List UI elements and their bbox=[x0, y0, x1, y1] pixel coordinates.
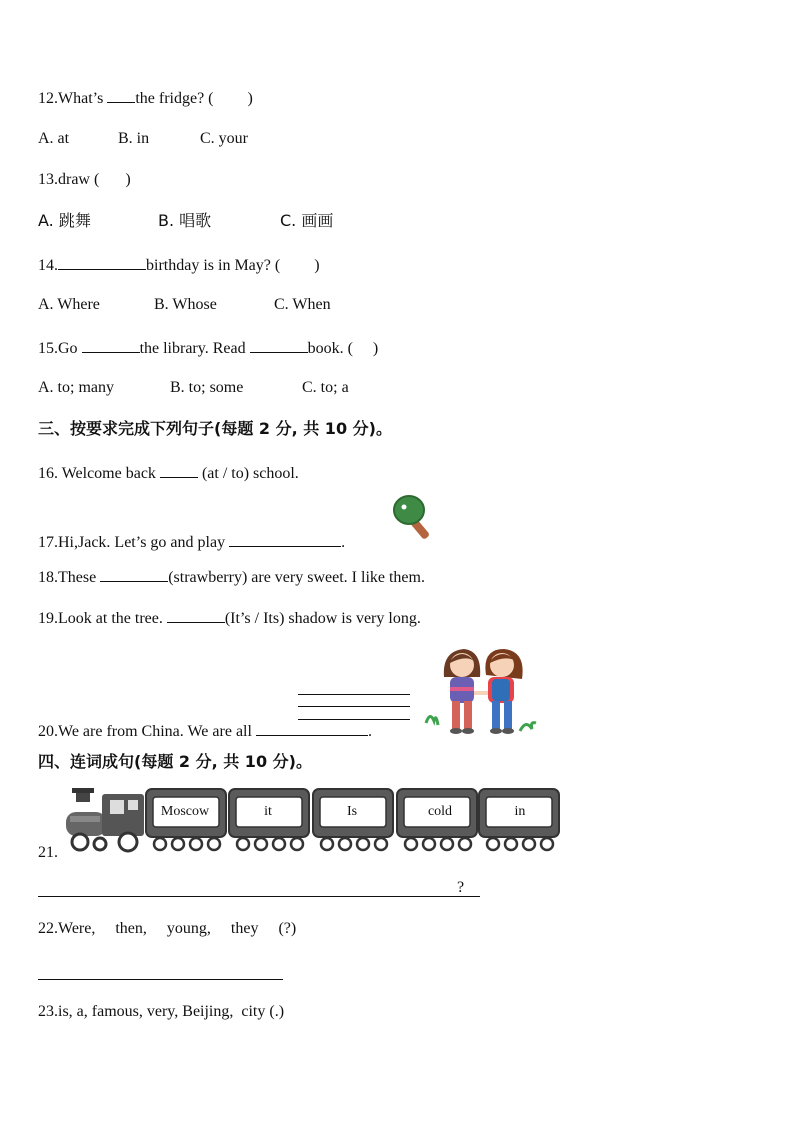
question-15 bbox=[38, 337, 378, 359]
q14-option-b[interactable]: B. Whose bbox=[154, 296, 217, 313]
question-12 bbox=[38, 87, 253, 109]
q21-answer-line[interactable] bbox=[38, 896, 480, 897]
q18-blank[interactable] bbox=[100, 566, 168, 582]
train-wheel bbox=[321, 838, 333, 850]
q14-close: ) bbox=[314, 257, 320, 274]
q21-question-mark: ? bbox=[457, 879, 465, 896]
q12-close: ) bbox=[247, 90, 253, 107]
train-wheel bbox=[505, 838, 517, 850]
question-19 bbox=[38, 607, 421, 629]
train-wheel bbox=[541, 838, 553, 850]
word-card-2[interactable]: it bbox=[264, 804, 272, 819]
q15-option-c[interactable]: C. to; a bbox=[302, 379, 349, 396]
train-wheel bbox=[339, 838, 351, 850]
q20-line-1 bbox=[298, 694, 410, 695]
section-3-heading: 三、按要求完成下列句子(每题 2 分, 共 10 分)。 bbox=[38, 419, 392, 438]
train-wheel bbox=[154, 838, 166, 850]
word-card-4[interactable]: cold bbox=[427, 804, 453, 819]
q13-options bbox=[38, 211, 333, 231]
train-engine bbox=[66, 788, 144, 851]
q20-text-a: 20.We are from China. We are all bbox=[38, 723, 256, 740]
q14-blank[interactable] bbox=[58, 254, 146, 270]
question-23: 23.is, a, famous, very, Beijing, city (.) bbox=[38, 1003, 285, 1020]
question-20 bbox=[38, 720, 372, 742]
question-13 bbox=[38, 170, 131, 190]
ping-pong-paddle-icon bbox=[390, 492, 440, 542]
q15-blank-1[interactable] bbox=[82, 337, 140, 353]
q14-text-b: birthday is in May? ( bbox=[146, 257, 281, 274]
q15-close: ) bbox=[372, 340, 379, 357]
train-wheel bbox=[441, 838, 453, 850]
q15-text-b: the library. Read bbox=[139, 340, 250, 357]
train-wheel bbox=[357, 838, 369, 850]
word-card-1[interactable]: Moscow bbox=[160, 804, 210, 819]
q13-close: ) bbox=[125, 171, 131, 188]
question-22: 22.Were, then, young, they (?) bbox=[38, 920, 297, 937]
q20-text-b: . bbox=[367, 723, 372, 740]
q20-blank[interactable] bbox=[256, 720, 368, 736]
q14-option-c[interactable]: C. When bbox=[274, 296, 331, 313]
train-wheel bbox=[459, 838, 471, 850]
q12-blank[interactable] bbox=[107, 87, 135, 103]
q20-line-2 bbox=[298, 706, 410, 707]
q13-text: 13.draw ( bbox=[38, 171, 100, 188]
question-16 bbox=[38, 462, 299, 484]
q16-blank[interactable] bbox=[160, 462, 198, 478]
question-14 bbox=[38, 254, 320, 276]
q12-text-a: 12.What’s bbox=[38, 90, 108, 107]
q15-blank-2[interactable] bbox=[250, 337, 308, 353]
q19-blank[interactable] bbox=[167, 607, 225, 623]
train-wheel bbox=[190, 838, 202, 850]
q15-text-a: 15.Go bbox=[38, 340, 82, 357]
train-wheel bbox=[523, 838, 535, 850]
word-card-5[interactable]: in bbox=[514, 804, 526, 819]
q15-option-b[interactable]: B. to; some bbox=[170, 379, 244, 396]
question-17 bbox=[38, 531, 345, 553]
train-wheel bbox=[423, 838, 435, 850]
q12-option-c[interactable]: C. your bbox=[200, 130, 248, 147]
q16-text-a: 16. Welcome back bbox=[38, 465, 160, 482]
train-wheel bbox=[375, 838, 387, 850]
q18-text-a: 18.These bbox=[38, 569, 101, 586]
section-4-heading: 四、连词成句(每题 2 分, 共 10 分)。 bbox=[38, 752, 312, 771]
word-card-3[interactable]: Is bbox=[346, 804, 358, 819]
q15-text-c: book. ( bbox=[307, 340, 353, 357]
q12-options bbox=[38, 129, 248, 149]
q17-text-b: . bbox=[341, 534, 346, 551]
two-girls-illustration bbox=[422, 643, 538, 738]
q13-option-c[interactable]: C. 画画 bbox=[280, 211, 334, 230]
q13-option-b[interactable]: B. 唱歌 bbox=[158, 211, 212, 230]
question-18 bbox=[38, 566, 425, 588]
train-wheel bbox=[487, 838, 499, 850]
q12-text-b: the fridge? ( bbox=[135, 90, 214, 107]
q14-options bbox=[38, 295, 331, 315]
train-wheel bbox=[237, 838, 249, 850]
q14-text-a: 14. bbox=[38, 257, 58, 274]
train-wheel bbox=[273, 838, 285, 850]
train-wheel bbox=[208, 838, 220, 850]
q17-blank[interactable] bbox=[229, 531, 341, 547]
q15-option-a[interactable]: A. to; many bbox=[38, 379, 114, 396]
q21-number: 21. bbox=[38, 844, 58, 861]
q14-option-a[interactable]: A. Where bbox=[38, 296, 100, 313]
train-wheel bbox=[255, 838, 267, 850]
q12-option-a[interactable]: A. at bbox=[38, 130, 70, 147]
q19-text-b: (It’s / Its) shadow is very long. bbox=[224, 610, 421, 627]
train-wheel bbox=[172, 838, 184, 850]
q16-text-b: (at / to) school. bbox=[197, 465, 299, 482]
q22-answer-line[interactable] bbox=[38, 979, 283, 980]
q17-text-a: 17.Hi,Jack. Let’s go and play bbox=[38, 534, 230, 551]
q15-options bbox=[38, 378, 349, 398]
q18-text-b: (strawberry) are very sweet. I like them. bbox=[168, 569, 425, 586]
q19-text-a: 19.Look at the tree. bbox=[38, 610, 167, 627]
train-wheel bbox=[405, 838, 417, 850]
train-wheel bbox=[291, 838, 303, 850]
q13-option-a[interactable]: A. 跳舞 bbox=[38, 211, 91, 230]
q12-option-b[interactable]: B. in bbox=[118, 130, 150, 147]
